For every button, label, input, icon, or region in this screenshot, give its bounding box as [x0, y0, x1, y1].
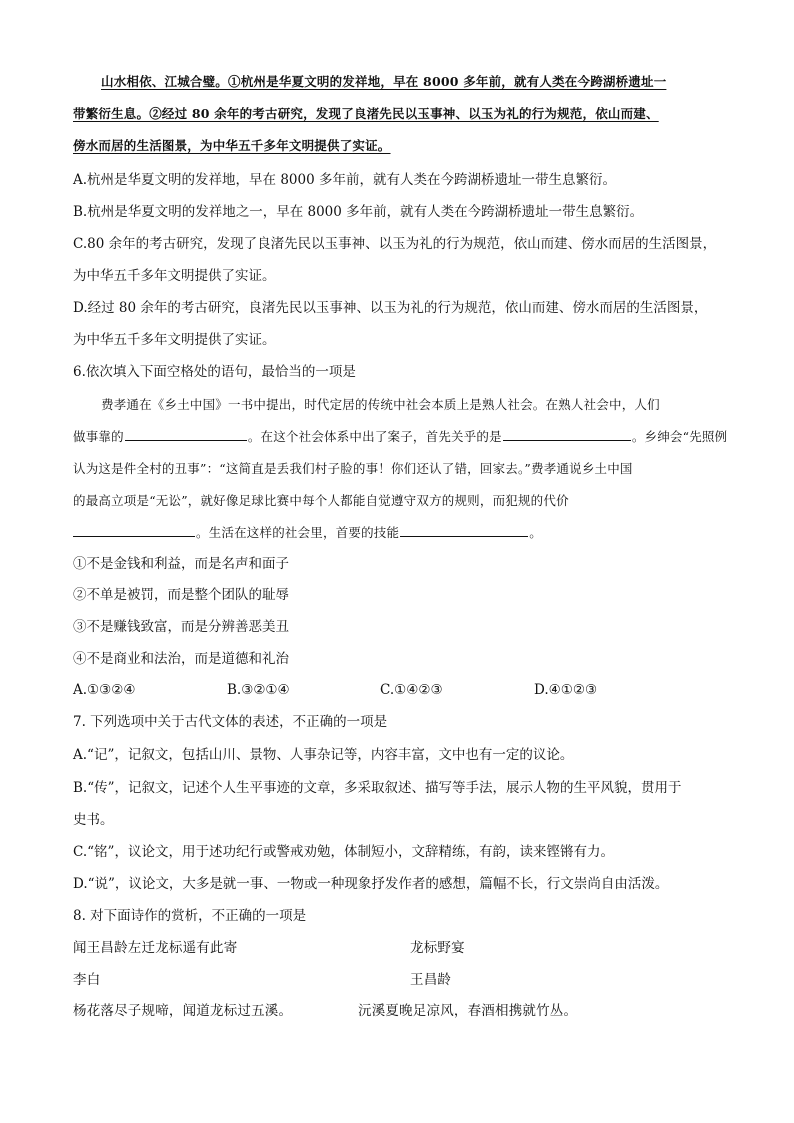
q5-option-c-line-2: 为中华五千多年文明提供了实证。	[73, 268, 276, 284]
q7-stem: 7. 下列选项中关于古代文体的表述，不正确的一项是	[73, 714, 388, 730]
poem1-line: 杨花落尽子规啼，闻道龙标过五溪。	[73, 1003, 293, 1019]
passage-line-1: 山水相依、江城合璧。①杭州是华夏文明的发祥地，早在 8000 多年前，就有人类在今跨湖桥遗址一	[101, 74, 667, 89]
q6-option-d: D.④①②③	[534, 682, 598, 698]
q8-stem: 8. 对下面诗作的赏析，不正确的一项是	[73, 908, 307, 924]
q7-option-b-line-2: 史书。	[73, 812, 114, 828]
q5-option-d-line-1: D.经过 80 余年的考古研究，良渚先民以玉事神、以玉为礼的行为规范，依山而建、傍水而居的生活图景，	[73, 300, 708, 316]
q6-passage-line-4: 的最高立项是“无讼”，就好像足球比赛中每个人都能自觉遵守双方的规则，而犯规的代价	[73, 493, 569, 508]
q6-passage-line-1: 费孝通在《乡土中国》一书中提出，时代定居的传统中社会本质上是熟人社会。在熟人社会中，人们	[101, 397, 660, 412]
poem2-author: 王昌龄	[410, 972, 452, 988]
poem2-line: 沅溪夏晚足凉风，春酒相携就竹丛。	[358, 1003, 578, 1019]
q7-option-b-line-1: B.“传”，记叙文，记述个人生平事迹的文章，多采取叙述、描写等手法，展示人物的生平风貌，贯用于	[73, 780, 682, 796]
answer-blank-4	[400, 524, 528, 537]
passage-line-3: 傍水而居的生活图景，为中华五千多年文明提供了实证。	[73, 138, 391, 153]
q7-option-d: D.“说”，议论文，大多是就一事、一物或一种现象抒发作者的感想，篇幅不长，行文崇尚自由活泼。	[73, 876, 669, 892]
poem1-title: 闻王昌龄左迁龙标遥有此寄	[73, 940, 238, 956]
q6-passage-line-3: 认为这是件全村的丑事”：“这简直是丢我们村子脸的事！你们还认了错，回家去。”费孝通说乡土中国	[73, 461, 633, 476]
q6-option-c: C.①④②③	[380, 682, 443, 698]
q6-item-1: ①不是金钱和利益，而是名声和面子	[73, 556, 289, 572]
passage-line-2: 带繁衍生息。②经过 80 余年的考古研究，发现了良渚先民以玉事神、以玉为礼的行为规范，依山而建、	[73, 106, 659, 121]
q6-text-segment: 。在这个社会体系中出了案子，首先关乎的是	[247, 429, 502, 444]
q5-option-d-line-2: 为中华五千多年文明提供了实证。	[73, 332, 276, 348]
q5-option-c-line-1: C.80 余年的考古研究，发现了良渚先民以玉事神、以玉为礼的行为规范，依山而建、傍水而居的生活图景，	[73, 236, 717, 252]
q5-option-a: A.杭州是华夏文明的发祥地，早在 8000 多年前，就有人类在今跨湖桥遗址一带生息繁衍。	[73, 172, 616, 188]
q6-item-4: ④不是商业和法治，而是道德和礼治	[73, 651, 289, 667]
q6-option-a: A.①③②④	[73, 682, 136, 698]
q6-text-segment: 。	[529, 525, 542, 540]
q7-option-c: C.“铭”，议论文，用于述功纪行或警戒劝勉，体制短小，文辞精练，有韵，读来铿锵有力。	[73, 844, 614, 860]
q6-passage-line-5	[73, 523, 728, 543]
q6-passage-line-2	[73, 427, 728, 447]
answer-blank-3	[73, 524, 195, 537]
q6-item-2: ②不单是被罚，而是整个团队的耻辱	[73, 587, 289, 603]
q6-option-b: B.③②①④	[227, 682, 290, 698]
q6-text-segment: 。乡绅会“先照例	[631, 429, 728, 444]
q6-text-segment: 。生活在这样的社会里，首要的技能	[196, 525, 400, 540]
poem2-title: 龙标野宴	[410, 940, 465, 956]
q6-item-3: ③不是赚钱致富，而是分辨善恶美丑	[73, 619, 289, 635]
q6-text-segment: 做事靠的	[73, 429, 124, 444]
answer-blank-2	[503, 428, 631, 441]
poem1-author: 李白	[73, 972, 101, 988]
q6-stem: 6.依次填入下面空格处的语句，最恰当的一项是	[73, 364, 356, 380]
answer-blank-1	[125, 428, 247, 441]
q7-option-a: A.“记”，记叙文，包括山川、景物、人事杂记等，内容丰富，文中也有一定的议论。	[73, 747, 574, 763]
q5-option-b: B.杭州是华夏文明的发祥地之一，早在 8000 多年前，就有人类在今跨湖桥遗址一带生息繁衍。	[73, 204, 644, 220]
